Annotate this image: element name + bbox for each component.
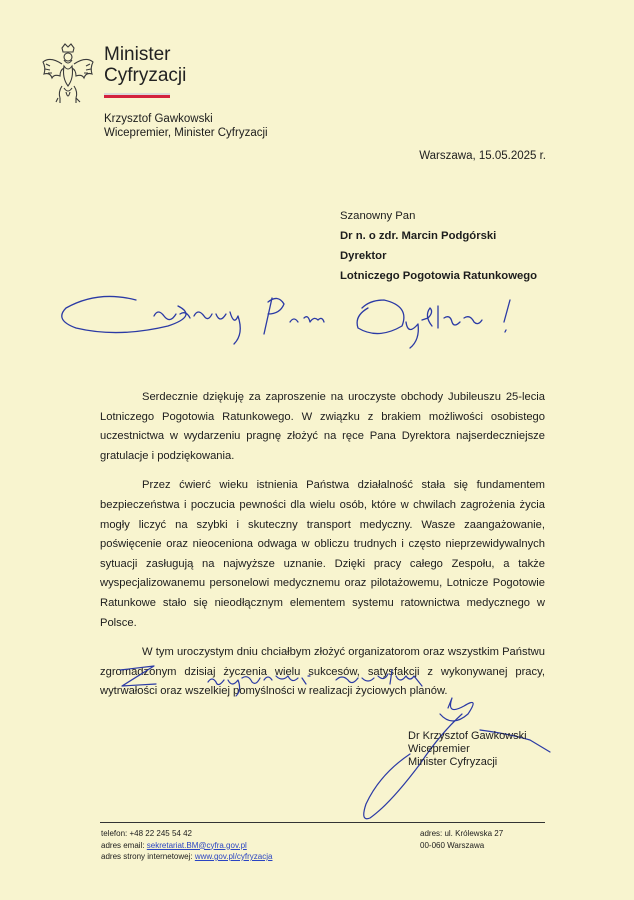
footer-email-label: adres email: (101, 840, 147, 850)
body-paragraph-3: W tym uroczystym dniu chciałbym złożyć organizatorom oraz wszystkim Państwu zgromadzonym dzisiaj życzenia wielu sukcesów, satysfakcji z wykonywanej pracy, wytrwałości oraz wszelkiej pomyślności w realizacji życiowych planów. (100, 646, 545, 698)
recipient-greeting: Szanowny Pan (340, 210, 416, 222)
signature-block (408, 730, 527, 769)
footer-web-link[interactable]: www.gov.pl/cyfryzacja (194, 852, 273, 861)
footer-email-link[interactable]: sekretariat.BM@cyfra.gov.pl (146, 840, 247, 850)
signature-title-line1: Wicepremier (408, 743, 470, 755)
letter-date: Warszawa, 15.05.2025 r. (419, 150, 546, 162)
footer-web-row (101, 851, 272, 863)
signature-title-line2: Minister Cyfryzacji (408, 756, 498, 768)
handwritten-salutation (58, 286, 528, 352)
recipient-organization: Lotniczego Pogotowia Ratunkowego (340, 270, 538, 282)
recipient-position: Dyrektor (340, 250, 387, 262)
ministry-name-line2: Cyfryzacji (104, 65, 187, 86)
footer-divider (100, 822, 545, 823)
polish-eagle-emblem-icon (40, 42, 96, 104)
footer-email-row (101, 840, 272, 852)
footer-phone: telefon: +48 22 245 54 42 (101, 829, 192, 838)
body-paragraph-1: Serdecznie dziękuję za zaproszenie na uroczyste obchody Jubileuszu 25-lecia Lotniczego Pogotowia Ratunkowego. W związku z brakiem możliwości osobistego uczestnictwa w wydarzeniu pragnę złożyć na ręce Pana Dyrektora najserdeczniejsze gratulacje i podziękowania. (100, 391, 545, 462)
body-paragraph-2: Przez ćwierć wieku istnienia Państwa działalność stała się fundamentem bezpieczeństwa i poczucia pewności dla wielu osób, które w chwilach zagrożenia życia mogły liczyć na szybki i skuteczny transport medyczny. Wasze zaangażowanie, poświęcenie oraz nieoceniona odwaga w obliczu trudnych i często nieprzewidywalnych sytuacji zasługują na najwyższe uznanie. Dzięki pracy całego Zespołu, a także wyspecjalizowanemu personelowi medycznemu oraz pilotażowemu, Lotnicze Pogotowie Ratunkowe stało się nieodłącznym elementem systemu ratownictwa medycznego w Polsce. (100, 479, 545, 629)
ministry-name (104, 44, 186, 86)
footer-address-line2: 00-060 Warszawa (420, 840, 485, 850)
flag-stripe-red (104, 95, 170, 98)
signature-name: Dr Krzysztof Gawkowski (408, 730, 527, 742)
recipient-block (340, 206, 537, 286)
sender-name: Krzysztof Gawkowski (104, 113, 213, 125)
flag-bar (104, 93, 170, 98)
recipient-name: Dr n. o zdr. Marcin Podgórski (340, 230, 497, 242)
footer-address (420, 828, 503, 851)
footer-address-line1: adres: ul. Królewska 27 (420, 829, 504, 838)
ministry-name-line1: Minister (104, 44, 171, 65)
sender-title: Wicepremier, Minister Cyfryzacji (104, 127, 268, 139)
footer-web-label: adres strony internetowej: (101, 852, 195, 861)
footer-contact (101, 828, 272, 863)
sender-block (104, 112, 268, 140)
